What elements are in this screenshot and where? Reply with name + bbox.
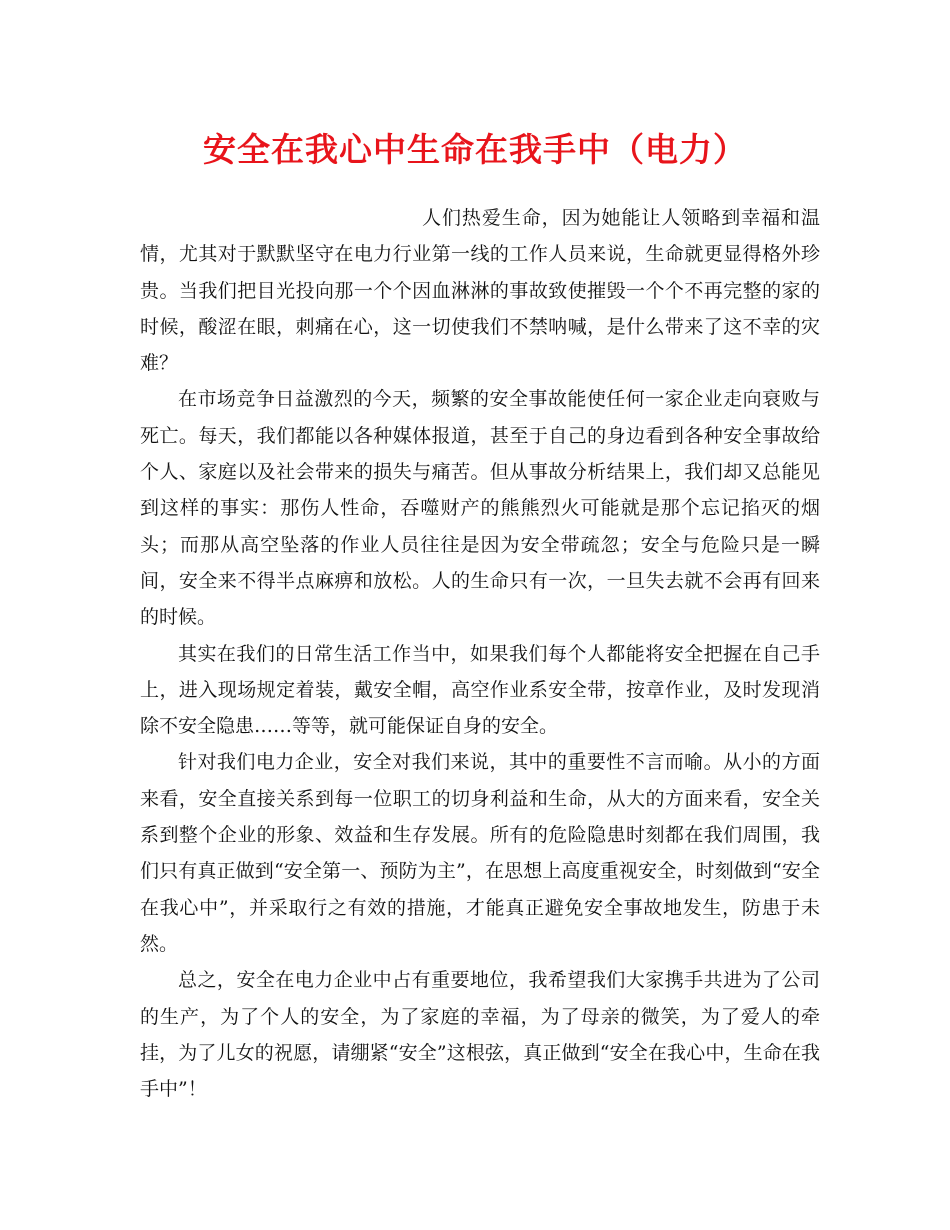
paragraph-4: 针对我们电力企业，安全对我们来说，其中的重要性不言而喻。从小的方面来看，安全直接关系到每一位职工的切身利益和生命，从大的方面来看，安全关系到整个企业的形象、效益和生存发展。所有的危险隐患时刻都在我们周围，我们只有真正做到“安全第一、预防为主”，在思想上高度重视安全，时刻做到“安全在我心中”，并采取行之有效的措施，才能真正避免安全事故地发生，防患于未然。 (140, 751, 820, 955)
paragraph-3: 其实在我们的日常生活工作当中，如果我们每个人都能将安全把握在自己手上，进入现场规定着装，戴安全帽，高空作业系安全带，按章作业，及时发现消除不安全隐患……等等，就可能保证自身的安全。 (140, 642, 820, 738)
document-title: 安全在我心中生命在我手中（电力） (203, 130, 747, 169)
paragraph-5: 总之，安全在电力企业中占有重要地位，我希望我们大家携手共进为了公司的生产，为了个人的安全，为了家庭的幸福，为了母亲的微笑，为了爱人的牵挂，为了儿女的祝愿，请绷紧“安全”这根弦，真正做到“安全在我心中，生命在我手中”！ (140, 969, 820, 1101)
document-body (140, 200, 820, 1107)
paragraph-1: 人们热爱生命，因为她能让人领略到幸福和温情，尤其对于默默坚守在电力行业第一线的工作人员来说，生命就更显得格外珍贵。当我们把目光投向那一个个因血淋淋的事故致使摧毁一个个不再完整的家的时候，酸涩在眼，刺痛在心，这一切使我们不禁呐喊，是什么带来了这不幸的灾难？ (140, 207, 820, 375)
paragraph-2: 在市场竞争日益激烈的今天，频繁的安全事故能使任何一家企业走向衰败与死亡。每天，我们都能以各种媒体报道，甚至于自己的身边看到各种安全事故给个人、家庭以及社会带来的损失与痛苦。但从事故分析结果上，我们却又总能见到这样的事实：那伤人性命，吞噬财产的熊熊烈火可能就是那个忘记掐灭的烟头；而那从高空坠落的作业人员往往是因为安全带疏忽；安全与危险只是一瞬间，安全来不得半点麻痹和放松。人的生命只有一次，一旦失去就不会再有回来的时候。 (140, 388, 820, 629)
